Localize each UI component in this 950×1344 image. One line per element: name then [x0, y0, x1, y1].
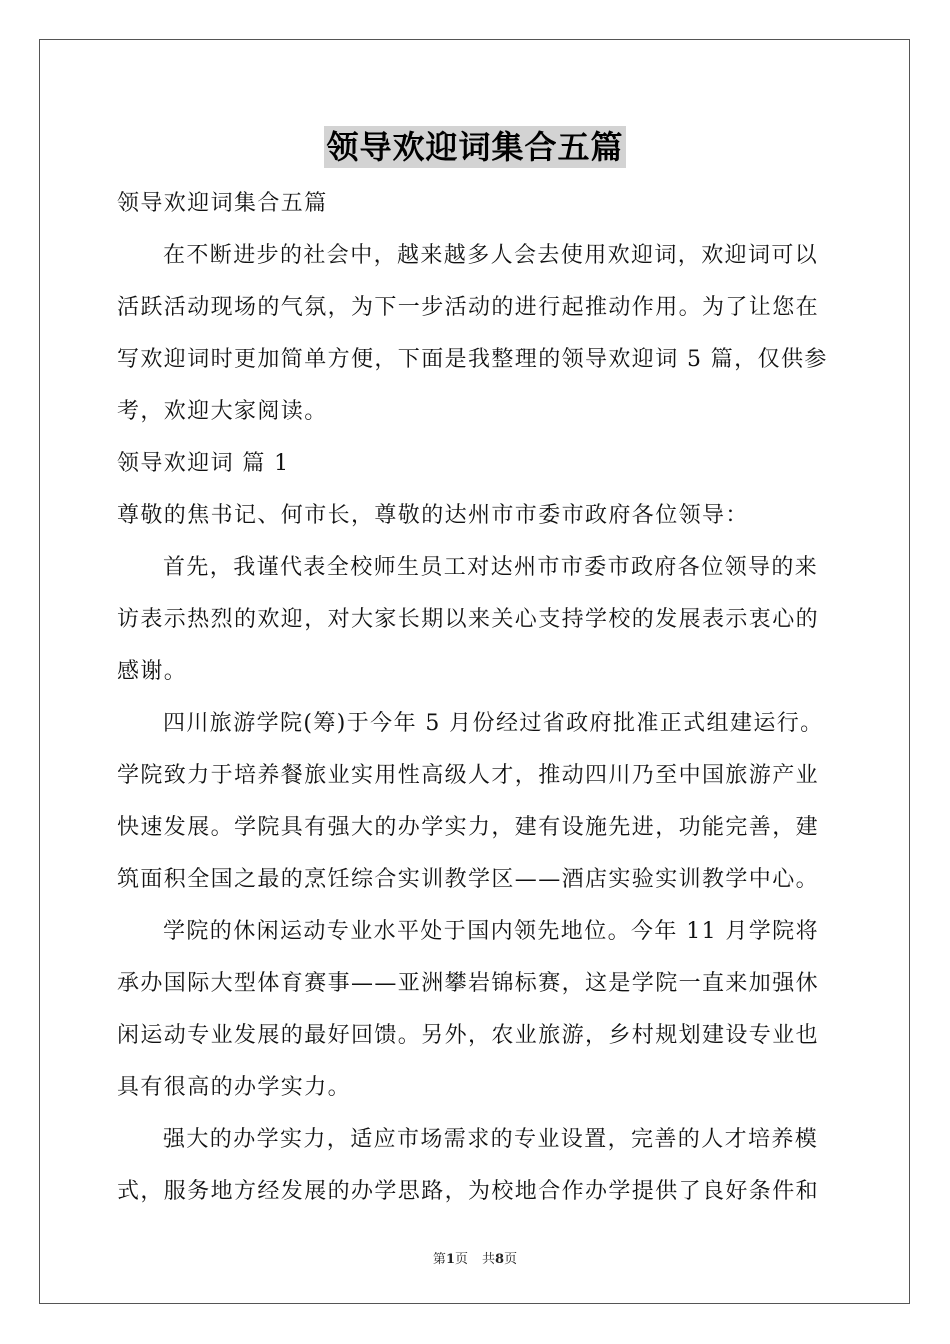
- total-label-suffix: 页: [504, 1252, 518, 1267]
- page-number: 1: [445, 1252, 455, 1267]
- text-line: 四川旅游学院(筹)于今年 5 月份经过省政府批准正式组建运行。: [163, 711, 824, 736]
- text-line: 在不断进步的社会中，越来越多人会去使用欢迎词，欢迎词可以: [163, 243, 819, 268]
- document-body: [117, 178, 835, 1218]
- paragraph: [117, 490, 835, 542]
- text-line: 式，服务地方经发展的办学思路，为校地合作办学提供了良好条件和: [117, 1179, 820, 1204]
- paragraph: [117, 542, 835, 698]
- paragraph: [117, 906, 835, 1114]
- text-line: 写欢迎词时更加简单方便，下面是我整理的领导欢迎词 5 篇，仅供参: [117, 347, 828, 372]
- paragraph: [117, 178, 835, 230]
- text-line: 强大的办学实力，适应市场需求的专业设置，完善的人才培养模: [163, 1127, 819, 1152]
- text-line: 领导欢迎词 篇 1: [117, 451, 290, 476]
- document-title: 领导欢迎词集合五篇: [326, 128, 624, 166]
- total-pages: 8: [495, 1252, 505, 1267]
- text-line: 快速发展。学院具有强大的办学实力，建有设施先进，功能完善，建: [117, 815, 820, 840]
- paragraph: [117, 1114, 835, 1218]
- text-line: 尊敬的焦书记、何市长，尊敬的达州市市委市政府各位领导：: [117, 503, 749, 528]
- page-label-prefix: 第: [432, 1252, 446, 1267]
- text-line: 感谢。: [117, 659, 188, 684]
- text-line: 闲运动专业发展的最好回馈。另外，农业旅游，乡村规划建设专业也: [117, 1023, 820, 1048]
- page-label-suffix: 页: [454, 1252, 468, 1267]
- text-line: 学院致力于培养餐旅业实用性高级人才，推动四川乃至中国旅游产业: [117, 763, 820, 788]
- paragraph: [117, 230, 835, 438]
- text-line: 活跃活动现场的气氛，为下一步活动的进行起推动作用。为了让您在: [117, 295, 820, 320]
- text-line: 访表示热烈的欢迎，对大家长期以来关心支持学校的发展表示衷心的: [117, 607, 820, 632]
- total-label-prefix: 共: [482, 1252, 496, 1267]
- text-line: 首先，我谨代表全校师生员工对达州市市委市政府各位领导的来: [163, 555, 819, 580]
- text-line: 具有很高的办学实力。: [117, 1075, 352, 1100]
- text-line: 领导欢迎词集合五篇: [117, 191, 328, 216]
- text-line: 考，欢迎大家阅读。: [117, 399, 328, 424]
- text-line: 学院的休闲运动专业水平处于国内领先地位。今年 11 月学院将: [163, 919, 819, 944]
- paragraph: [117, 698, 835, 906]
- page-footer: [0, 1248, 950, 1267]
- text-line: 筑面积全国之最的烹饪综合实训教学区——酒店实验实训教学中心。: [117, 867, 820, 892]
- text-line: 承办国际大型体育赛事——亚洲攀岩锦标赛，这是学院一直来加强休: [117, 971, 820, 996]
- paragraph: [117, 438, 835, 490]
- title-area: [0, 126, 950, 168]
